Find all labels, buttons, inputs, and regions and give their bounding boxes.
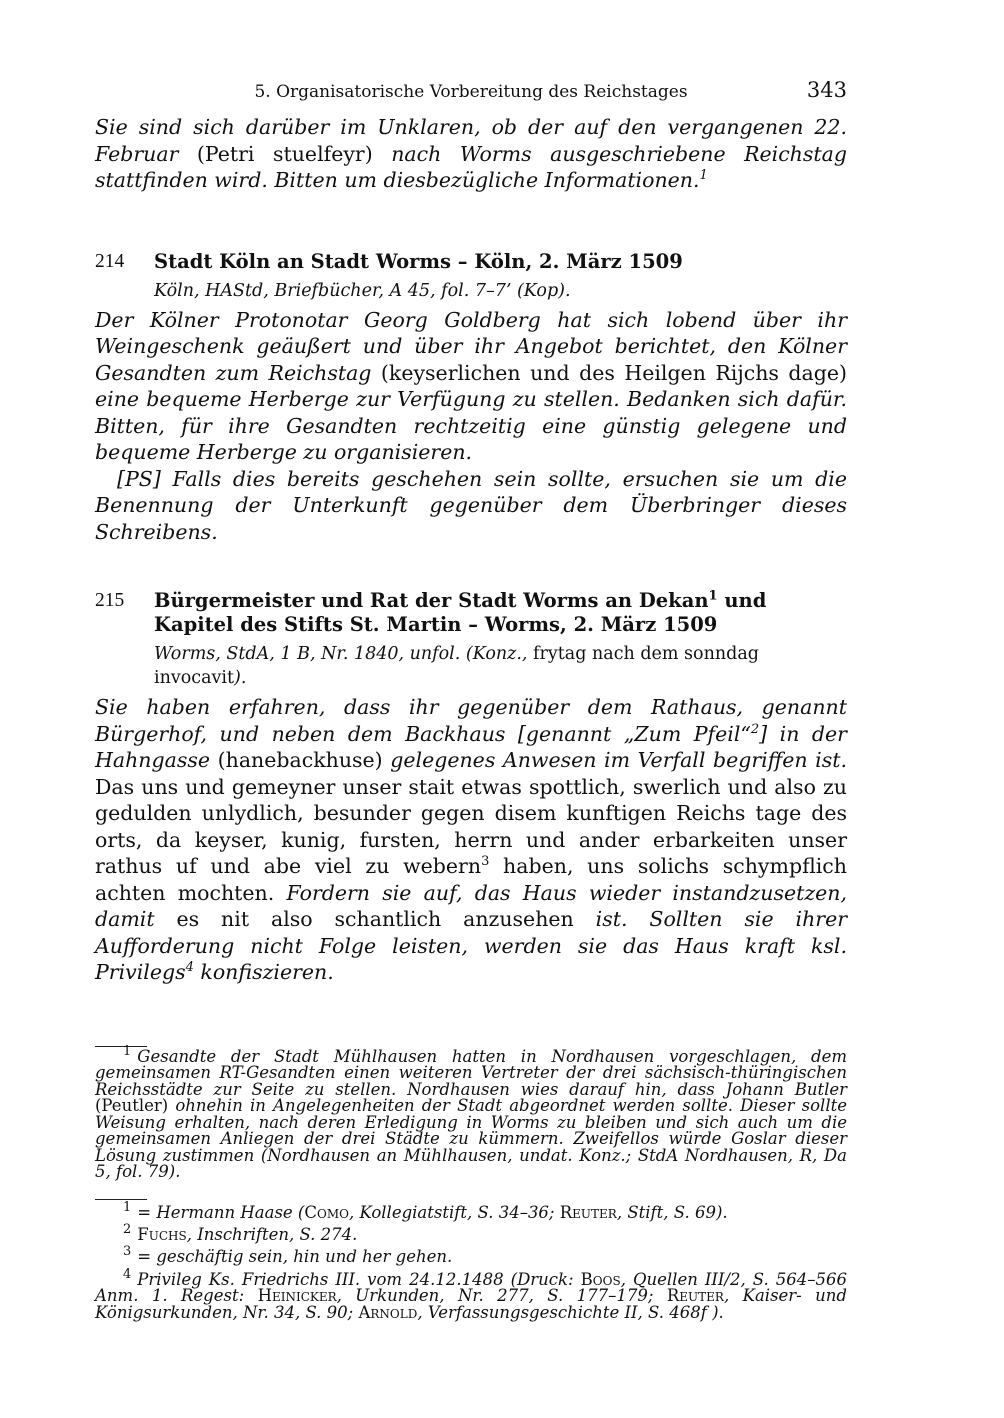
footnote-b-1 [95, 1202, 847, 1224]
entry-214-source: Köln, HAStd, Briefbücher, A 45, fol. 7–7’ (Kop). [154, 280, 571, 301]
source-b: frytag nach dem sonndag invocavit [154, 644, 759, 688]
fn-text: = geschäftig sein, hin und her gehen. [137, 1246, 453, 1266]
entry-214-heading [95, 250, 847, 274]
fn-text: , Inschriften, S. 274. [186, 1224, 358, 1244]
text-2: ] in der Hahngasse [95, 721, 847, 772]
entry-title-b: und Kapitel des Stifts St. Martin – Worms, 2. März 1509 [154, 589, 767, 636]
footnote-ref: 2 [750, 721, 760, 737]
fn-text: , Kaiser- und Königsurkunden, Nr. 34, S. 90; [95, 1286, 847, 1322]
page [95, 78, 847, 1321]
fn-author: Como [304, 1202, 349, 1222]
running-head [95, 78, 847, 108]
fn-text: = Hermann Haase ( [137, 1202, 305, 1222]
entry-number: 214 [95, 250, 125, 272]
footnote-ref: 1 [708, 588, 718, 604]
footnote-ref: 4 [185, 960, 194, 976]
fn-text: , Quellen III/2, S. 564–566 Anm. 1. Regest: [95, 1269, 847, 1305]
text-8: es nit also schantlich anzusehen [154, 907, 596, 931]
footnote-b-4 [95, 1267, 847, 1322]
fn-author: Reuter [559, 1202, 617, 1222]
text-3: (hanebackhuse) [210, 748, 391, 772]
footnote-rule [95, 1199, 147, 1200]
intro-paragraph [95, 114, 847, 194]
fn-author: Fuchs [137, 1224, 187, 1244]
entry-title [154, 589, 847, 637]
page-number: 343 [806, 78, 847, 102]
entry-number: 215 [95, 590, 125, 611]
intro-text-2: (Petri stuelfeyr) [196, 141, 373, 166]
entry-title: Stadt Köln an Stadt Worms – Köln, 2. März 1509 [154, 249, 683, 273]
intro-text-1: Sie sind sich darüber im Unklaren, ob der auf den vergangenen 22. Februar [95, 115, 847, 166]
source-c: ). [234, 668, 247, 688]
entry-214-text [95, 307, 847, 466]
footnote-text-c: ohnehin in Angelegenheiten der Stadt abgeordnet werden sollte. Dieser sollte Weisung erhalten, nach deren Erledigung in Worms zu bleiben und sich auch um die gemeinsamen Anliegen der drei Städte zu kümmern. Zweifellos würde Goslar dieser Lösung zustimmen (Nordhausen an Mühlhausen, undat. Konz.; StdA Nordhausen, R, Da 5, fol. 79). [95, 1096, 847, 1181]
text-1: Sie haben erfahren, dass ihr gegenüber dem Rathaus, genannt Bürgerhof, und neben dem Backhaus [genannt „Zum Pfeil“ [95, 695, 847, 746]
entry-title-a: Bürgermeister und Rat der Stadt Worms an Dekan [154, 589, 709, 612]
footnote-text-b: (Peutler) [95, 1096, 176, 1115]
fn-text: , Kollegiatstift, S. 34–36; [348, 1202, 560, 1222]
footnote-text-a: Gesandte der Stadt Mühlhausen hatten in Nordhausen vorgeschlagen, dem gemeinsamen RT-Gesandten einen weiteren Vertreter der drei sächsisch-thüringischen Reichsstädte zur Seite zu stellen. Nordhausen wies darauf hin, dass Johann Butler [95, 1046, 847, 1099]
footnote-mark: 1 [123, 1200, 132, 1215]
text-7: Fordern sie auf, das Haus wieder instandzusetzen, damit [95, 880, 847, 931]
entry-214-postscript: [PS] Falls dies bereits geschehen sein sollte, ersuchen sie um die Benennung der Unterkunft gegenüber dem Überbringer dieses Schreibens. [95, 466, 847, 544]
intro-text-3: nach Worms ausgeschriebene Reichstag stattfinden wird. Bitten um diesbezügliche Informationen. [95, 141, 847, 192]
footnote-mark: 3 [123, 1244, 132, 1259]
entry-215-text [95, 694, 847, 986]
footnote-mark: 2 [123, 1222, 132, 1237]
fn-author: Boos [580, 1269, 621, 1289]
text-4: gelegenes Anwesen im Verfall begriffen ist. [390, 748, 848, 772]
text-6: haben, uns solichs schympflich achten mochten. [95, 854, 847, 905]
fn-text: , Stift, S. 69). [616, 1202, 728, 1222]
source-a: Worms, StdA, 1 B, Nr. 1840, unfol. (Konz., [154, 644, 528, 664]
entry-214-text-c: eine bequeme Herberge zur Verfügung zu stellen. Bedanken sich dafür. Bitten, für ihre Gesandten rechtzeitig eine günstig gelegene und bequeme Herberge zu organisieren. [95, 387, 847, 464]
fn-author: Arnold [358, 1302, 418, 1322]
text-10: konfiszieren. [193, 960, 334, 984]
footnote-b-2 [95, 1224, 847, 1246]
fn-text: Privileg Ks. Friedrichs III. vom 24.12.1488 (Druck: [137, 1269, 581, 1289]
fn-author: Heinicker [257, 1286, 337, 1305]
fn-text: , Verfassungsgeschichte II, S. 468f ). [417, 1302, 724, 1322]
entry-214-text-b: (keyserlichen und des Heilgen Rijchs dage) [380, 360, 847, 385]
running-title: 5. Organisatorische Vorbereitung des Reichstages [254, 82, 688, 102]
footnote-ref: 3 [481, 854, 490, 870]
entry-214-text-a: Der Kölner Protonotar Georg Goldberg hat sich lobend über ihr Weingeschenk geäußert und über ihr Angebot berichtet, den Kölner Gesandten zum Reichstag [95, 307, 847, 385]
footnote-ref: 1 [699, 168, 708, 184]
footnote-mark: 4 [123, 1267, 132, 1282]
footnote-mark: 1 [123, 1044, 132, 1059]
text-9: ist. Sollten sie ihrer Aufforderung nicht Folge leisten, werden sie das Haus kraft ksl. Privilegs [95, 907, 848, 984]
fn-author: Reuter [666, 1286, 724, 1305]
entry-215-source [154, 642, 847, 690]
entry-215-heading [95, 589, 847, 637]
footnote-a-1 [95, 1044, 847, 1181]
fn-text: , Urkunden, Nr. 277, S. 177–179; [336, 1286, 667, 1305]
text-5: Das uns und gemeyner unser stait etwas spottlich, swerlich und also zu gedulden unlydlich, besunder gegen disem kunftigen Reichs tage des orts, da keyser, kunig, fursten, herrn und ander erbarkeiten unser rathus uf und abe viel zu webern [95, 774, 847, 878]
footnote-b-3 [95, 1246, 847, 1268]
